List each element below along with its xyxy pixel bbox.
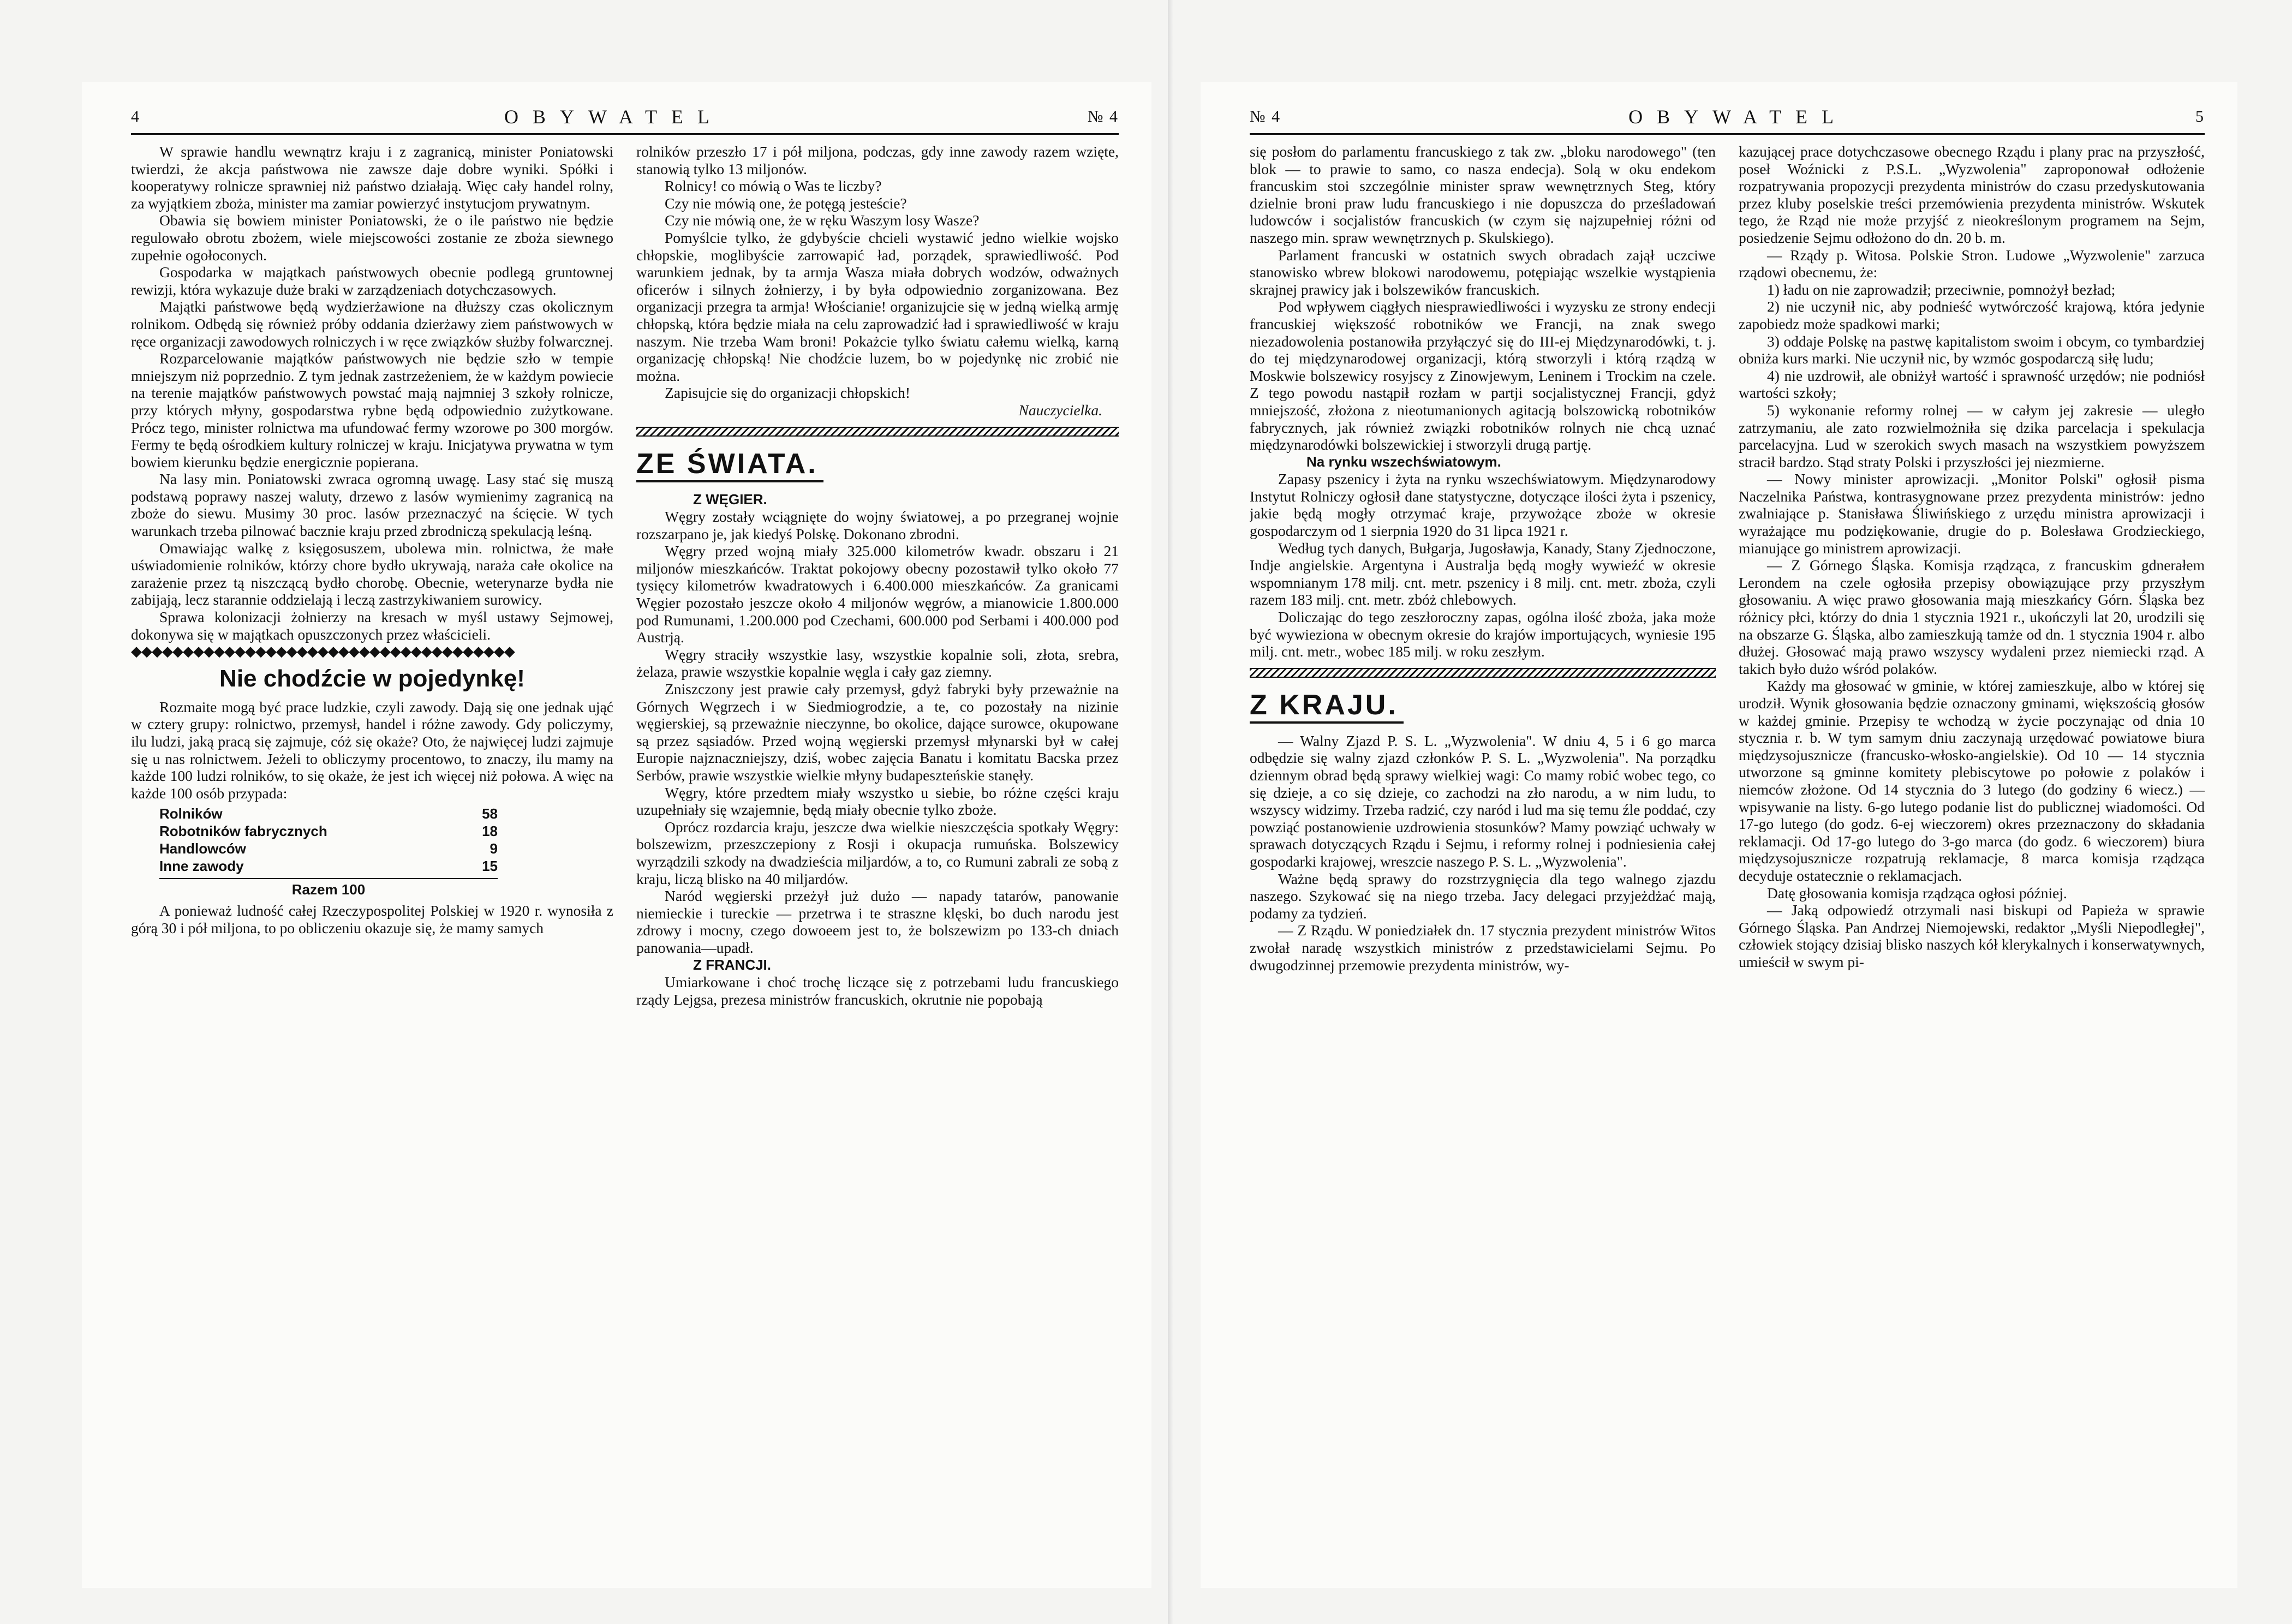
paragraph: się posłom do parlamentu francuskiego z tak zw. „bloku narodowego" (ten blok — to prawie to samo, co nasza endecja). Solą w oku endekom francuskim stoi szczególnie minister spraw wewnętrznych Steg, który dzielnie broni praw ludu francuskiego i nie dopuszcza do prześladowań ludowców i socjalistów francuskich (w czym się najzupełniej różni od naszego min. spraw wewnętrznych p. Skulskiego). [1250, 143, 1716, 246]
paragraph: Zapisujcie się do organizacji chłopskich! [665, 384, 911, 402]
paragraph: 5) wykonanie reformy rolnej — w całym jej zakresie — uległo zatrzymaniu, ale zato rozwielmożniła się dzika parcelacja i spekulacja parcelacyjna. Lud w szerokich swych masach na wszystkiem powyższem stracił bardzo. Stąd straty Polski i przyszłości jej niezmierne. [1739, 401, 2205, 470]
wave-divider [636, 427, 1119, 437]
section-heading-world: ZE ŚWIATA. [636, 447, 823, 482]
paragraph: Gospodarka w majątkach państwowych obecnie podlegą gruntownej rewizji, która wykazuje duże braki w zarządzeniach dotychczasowych. [131, 264, 613, 298]
paragraph: 3) oddaje Polskę na pastwę kapitalistom swoim i obcym, co tymbardziej obniża kurs marki. Nie uczynił nic, by wzmóc gospodarczą siłę ludu; [1739, 332, 2205, 367]
table-row: Handlowców 9 [159, 840, 498, 857]
table-row: Robotników fabrycznych 18 [159, 823, 498, 840]
paragraph: Według tych danych, Bułgarja, Jugosławja, Kanady, Stany Zjednoczone, Indje angielskie. Argentyna i Australja będą mogły wywieźć w okresie wspomnianym 178 milj. cnt. metr. pszenicy i 8 milj. cnt. metr. zboża, czyli razem 183 milj. cnt. metr. zbóż chlebowych. [1250, 539, 1716, 608]
paragraph: W sprawie handlu wewnątrz kraju i z zagranicą, minister Poniatowski twierdzi, że akcja państwowa nie zawsze daje dobre wyniki. Spółki i kooperatywy rolnicze sprawniej niż państwo działają. Więc cały handel rolny, za wyjątkiem zboża, minister ma zamiar powierzyć instytucjom prywatnym. [131, 143, 613, 212]
paragraph: Rozparcelowanie majątków państwowych nie będzie szło w tempie mniejszym niż poprzednio. Z tym jednak zastrzeżeniem, że w każdym powiecie na terenie majątków państwowych powstać mają najmniej 3 szkoły rolnicze, przy których młyny, gospodarstwa rybne będą odpowiednio zużytkowane. Prócz tego, minister rolnictwa ma ufundować fermy wzorowe po 300 morgów. Fermy te będą ośrodkiem kultury rolniczej w kraju. Inicjatywa prywatna w tym bowiem kierunku będzie energicznie popierana. [131, 350, 613, 470]
paragraph: Pomyślcie tylko, że gdybyście chcieli wystawić jedno wielkie wojsko chłopskie, moglibyście zarrowapić ład, porządek, sprawiedliwość. Pod warunkiem jednak, by ta armja Wasza miała dobrych wodzów, odważnych oficerów i silnych żołnierzy, i by była odpowiednio zorganizowana. Bez organizacji przegra ta armja! Włościanie! organizujcie się w jedną wielką armję chłopską, która będzie miała na celu zaprowadzić ład i sprawiedliwość w kraju naszym. Nie trzeba Wam broni! Pokażcie tylko światu całemu wielką, karną organizację chłopską! Nie chodźcie luzem, bo w pojedynkę nic zrobić nie można. [636, 229, 1119, 384]
paragraph: Czy nie mówią one, że w ręku Waszym losy Wasze? [665, 212, 980, 229]
article-title: Nie chodźcie w pojedynkę! [219, 665, 525, 692]
column-2 [636, 143, 1119, 1577]
paragraph: Sprawa kolonizacji żołnierzy na kresach w myśl ustawy Sejmowej, dokonywa się w majątkach opuszczonych przez właścicieli. [131, 608, 613, 643]
section-heading-country: Z KRAJU. [1250, 689, 1404, 724]
paragraph: Naród węgierski przeżył już dużo — napady tatarów, panowanie niemieckie i tureckie — przetrwa i te straszne klęski, bo duch narodu jest zdrowy i mocny, czego dowoeem jest to, że bolszewizm po 133-ch dniach panowania—upadł. [636, 887, 1119, 956]
paragraph: kazującej prace dotychczasowe obecnego Rządu i plany prac na przyszłość, poseł Woźnicki z P.S.L. „Wyzwolenia" zaproponował odłożenie rozpatrywania propozycji prezydenta ministrów do czasu przedyskutowania przez kluby poselskie treści przemówienia prezydenta ministrów. Wskutek tego, że Rząd nie może przyjść z nieokreślonym programem na Sejm, posiedzenie Sejmu odłożono do dn. 20 b. m. [1739, 143, 2205, 246]
page-number: 4 [131, 108, 140, 126]
paragraph: Węgry straciły wszystkie lasy, wszystkie kopalnie soli, złota, srebra, żelaza, prawie wszystkie kopalnie węgla i cały gaz ziemny. [636, 646, 1119, 680]
paragraph: Obawia się bowiem minister Poniatowski, że o ile państwo nie będzie regulowało obrotu zbożem, wiele miejscowości zostanie ze zboża siewnego zupełnie ogołoconych. [131, 212, 613, 264]
paragraph: Umiarkowane i choć trochę liczące się z potrzebami ludu francuskiego rządy Lejgsa, prezesa ministrów francuskich, okrutnie nie popobają [636, 974, 1119, 1008]
paragraph: Czy nie mówią one, że potęgą jesteście? [665, 194, 907, 212]
paragraph: — Z Rządu. W poniedziałek dn. 17 stycznia prezydent ministrów Witos zwołał naradę wszystkich ministrów z przedstawicielami Sejmu. Po dwugodzinnej przemowie prezydenta ministrów, wy- [1250, 922, 1716, 974]
paragraph: Parlament francuski w ostatnich swych obradach zajął uczciwe stanowisko wbrew blokowi narodowemu, potępiając wszelkie wystąpienia skrajnej prawicy jak i bolszewików francuskich. [1250, 246, 1716, 298]
paragraph: — Walny Zjazd P. S. L. „Wyzwolenia". W dniu 4, 5 i 6 go marca odbędzie się walny zjazd członków P. S. L. „Wyzwolenia". Na porządku dziennym obrad będą sprawy wielkiej wagi: Co mamy robić wobec tego, co się dzieje, a co się dzieje, co zachodzi na zło narodu, a w nim ludu, to wszyscy widzimy. Trzeba radzić, czy naród i lud ma się temu źle poddać, czy powziąć postanowienie uzdrowienia stosunków? Mamy powziąć uchwały w sprawach dotyczących Rządu i Sejmu, i reformy rolnej i podniesienia całej gospodarki krajowej, wreszcie naszego P. S. L. „Wyzwolenia". [1250, 732, 1716, 870]
wave-divider [1250, 668, 1716, 678]
subheading-hungary: Z WĘGIER. [693, 491, 767, 507]
paragraph: Zniszczony jest prawie cały przemysł, gdyż fabryki były przeważnie na Górnych Węgrzech i w Siedmiogrodzie, a te, co pozostały na nizinie węgierskiej, są przeważnie nieczynne, bo okolice, dające surowce, okupowane są przez sąsiadów. Przed wojną węgierski przemysł młynarski był w całej Europie najznaczniejszy, dziś, wobec zajęcia Banatu i komitatu Bacska przez Serbów, prawie wszystkie wielkie młyny budapeszteńskie stanęły. [636, 680, 1119, 784]
paragraph: — Rządy p. Witosa. Polskie Stron. Ludowe „Wyzwolenie" zarzuca rządowi obecnemu, że: [1739, 246, 2205, 281]
right-page [1201, 82, 2237, 1588]
paragraph: Ważne będą sprawy do rozstrzygnięcia dla tego walnego zjazdu naszego. Szykować się na niego trzeba. Jacy delegaci przyjeżdżać mają, podamy za tydzień. [1250, 870, 1716, 922]
paragraph: Pod wpływem ciągłych niesprawiedliwości i wyzysku ze strony endecji francuskiej większość robotników we Francji, na znak swego niezadowolenia postanowiła przyłączyć się do III-ej Międzynarodówki, t. j. do tej międzynarodowej organizacji, którą stworzyli i którą rządzą w Moskwie bolszewicy rosyjscy z Zinowjewym, Leninem i Trockim na czele. Z tego powodu nastąpił rozłam w partji socjalistycznej Francji, gdyż mniejszość, złożona z nieotumanionych agitacją bolszowicką robotników fabrycznych, jak również związki robotników rolnych nie chcą uznać międzynarodówki bolszewickiej i stworzyli drugą partję. [1250, 298, 1716, 453]
paragraph: — Z Górnego Śląska. Komisja rządząca, z francuskim gdnerałem Lerondem na czele ogłosiła przepisy obowiązujące przy przyszłym głosowaniu. A więc prawo głosowania mają mieszkańcy Górn. Śląska bez różnicy płci, którzy do dnia 1 stycznia 1921 r., ukończyli lat 20, urodzili się na obszarze G. Śląska, albo zamieszkują tamże od dn. 1 stycznia 1904 r. albo dłużej. Głosować mają prawo wszyscy wydaleni przez niemiecki rząd. A takich było dużo wśród polaków. [1739, 557, 2205, 677]
paragraph: Oprócz rozdarcia kraju, jeszcze dwa wielkie nieszczęścia spotkały Węgry: bolszewizm, przeszczepiony z Rosji i okupacja rumuńska. Bolszewicy wyrządzili szkody na dwadzieścia miljardów, a to, co Rumuni zabrali ze sobą z kraju, liczą blisko na 40 miljardów. [636, 818, 1119, 887]
page-number: 5 [2195, 108, 2205, 126]
paragraph: — Jaką odpowiedź otrzymali nasi biskupi od Papieża w sprawie Górnego Śląska. Pan Andrzej Niemojewski, redaktor „Myśli Niepodległej", człowiek stojący dzisiaj blisko naszych kół klerykalnych i konserwatywnych, umieścił w swym pi- [1739, 901, 2205, 970]
newspaper-title: OBYWATEL [504, 106, 724, 128]
occupation-table [159, 805, 613, 899]
paragraph: Węgry, które przedtem miały wszystko u siebie, bo różne części kraju uzupełniały się wzajemnie, będą miały obecnie tylko zboże. [636, 784, 1119, 819]
issue-number: № 4 [1250, 108, 1281, 126]
signature: Nauczycielka. [1018, 401, 1102, 419]
left-page-header [131, 104, 1119, 130]
paragraph: Węgry zostały wciągnięte do wojny światowej, a po przegranej wojnie rozszarpano je, jak kiedyś Polskę. Dokonano zbrodni. [636, 508, 1119, 542]
paragraph: Każdy ma głosować w gminie, w której zamieszkuje, albo w której się urodził. Wynik głosowania będzie oznaczony gminami, większością głosów w każdej gminie. Przepisy te wchodzą w życie poczynając od dnia 10 stycznia r. b. W tym samym dniu zaczynają urzędować powiatowe biura międzysojusznicze (francusko-włosko-angielskie). Od 10 — 14 stycznia utworzone są gminne komitety plebiscytowe po połowie z polaków i niemców złożone. Od 14 stycznia do 3 lutego (do godziny 6 wiecz.) — wpisywanie na listy. 6-go lutego podanie list do publicznej wiadomości. Od 17-go lutego (do godz. 6-ej wieczorem) okres przeznaczony do składania reklamacji. Od 17-go lutego do 3-go marca (do godz. 6 wieczorem) biura międzysojusznicze rozpatrują reklamacje, 8 marca komisja rządząca decyduje ostatecznie o reklamacjach. [1739, 677, 2205, 884]
subheading-market: Na rynku wszechświatowym. [1306, 453, 1501, 470]
table-row: Rolników 58 [159, 805, 498, 822]
left-page [82, 82, 1151, 1588]
table-row: Inne zawody 15 [159, 858, 498, 875]
paragraph: 4) nie uzdrowił, ale obniżył wartość i sprawność urzędów; nie podniósł wartości szkoły; [1739, 367, 2205, 402]
header-rule [1250, 133, 2205, 135]
table-total: Razem 100 [159, 878, 498, 899]
column-3 [1250, 143, 1716, 1577]
paragraph: rolników przeszło 17 i pół miljona, podczas, gdy inne zawody razem wzięte, stanowią tylko 13 miljonów. [636, 143, 1119, 177]
newspaper-title: OBYWATEL [1628, 106, 1848, 128]
right-columns [1250, 143, 2205, 1577]
left-columns [131, 143, 1119, 1577]
paragraph: Datę głosowania komisja rządząca ogłosi później. [1767, 884, 2067, 901]
paragraph: A ponieważ ludność całej Rzeczypospolitej Polskiej w 1920 r. wynosiła z górą 30 i pół miljona, to po obliczeniu okazuje się, że mamy samych [131, 901, 613, 936]
paragraph: Majątki państwowe będą wydzierżawione na dłuższy czas okolicznym rolnikom. Odbędą się również próby oddania dzierżawy ziem państwowych w ręce organizacji zawodowych rolniczych i w ręce związków służby folwarcznej. [131, 298, 613, 350]
page-fold [1168, 0, 1173, 1624]
column-4 [1739, 143, 2205, 1577]
paragraph: 2) nie uczynił nic, aby podnieść wytwórczość krajową, która jedynie zapobiedz może spadkowi marki; [1739, 298, 2205, 332]
diamond-divider: ◆◆◆◆◆◆◆◆◆◆◆◆◆◆◆◆◆◆◆◆◆◆◆◆◆◆◆◆◆◆◆◆◆◆◆◆◆ [131, 643, 515, 660]
subheading-france: Z FRANCJI. [693, 956, 771, 973]
paragraph: Węgry przed wojną miały 325.000 kilometrów kwadr. obszaru i 21 miljonów mieszkańców. Traktat pokojowy obecny pozostawił tylko około 77 tysięcy kilometrów kwadratowych i 6.400.000 mieszkańców. Za granicami Węgier pozostało jeszcze około 4 miljonów węgrów, a mianowicie 1.800.000 pod Rumunami, 1.200.000 pod Czechami, 600.000 pod Serbami i 400.000 pod Austrją. [636, 542, 1119, 646]
header-rule [131, 133, 1119, 135]
issue-number: № 4 [1087, 108, 1119, 126]
paragraph: — Nowy minister aprowizacji. „Monitor Polski" ogłosił pisma Naczelnika Państwa, kontrasygnowane przez prezydenta ministrów: jedno zwalniające p. Stanisława Śliwińskiego z urzędu ministra aprowizacji i wyrażające mu podziękowanie, drugie do p. Bolesława Grodzieckiego, mianujące go ministrem aprowizacji. [1739, 470, 2205, 557]
right-page-header [1250, 104, 2205, 130]
paragraph: Omawiając walkę z księgosuszem, ubolewa min. rolnictwa, że małe uświadomienie rolników, którzy chore bydło ukrywają, naraża całe okolice na zarażenie przez tą niszczącą bydło chorobę. Obecnie, weterynarze bydła nie zabijają, lecz starannie oddzielają i leczą zastrzykiwaniem surowicy. [131, 539, 613, 608]
paragraph: Doliczając do tego zeszłoroczny zapas, ogólna ilość zboża, jaka może być wywieziona w obecnym okresie do krajów importujących, wyniesie 195 milj. cnt. metr., wobec 185 milj. w roku zeszłym. [1250, 608, 1716, 660]
paragraph: Rolnicy! co mówią o Was te liczby? [665, 177, 882, 195]
column-1 [131, 143, 613, 1577]
paragraph: Zapasy pszenicy i żyta na rynku wszechświatowym. Międzynarodowy Instytut Rolniczy ogłosił dane statystyczne, dotyczące ilości żyta i pszenicy, jakie będą mogły otrzymać kraje, przywożące zboże w okresie gospodarczym od 1 sierpnia 1920 do 31 lipca 1921 r. [1250, 470, 1716, 540]
paragraph: Rozmaite mogą być prace ludzkie, czyli zawody. Dają się one jednak ująć w cztery grupy: rolnictwo, przemysł, handel i różne zawody. Gdy policzymy, ilu ludzi, jaką pracą się zajmuje, cóż się okaże? Oto, że najwięcej ludzi zajmuje się u nas rolnictwem. Jeżeli to obliczymy procentowo, to znaczy, ilu mamy na każde 100 ludzi rolników, to się okaże, że jest ich więcej niż połowa. A więc na każde 100 osób przypada: [131, 698, 613, 802]
paragraph: 1) ładu on nie zaprowadził; przeciwnie, pomnożył bezład; [1767, 280, 2116, 298]
paragraph: Na lasy min. Poniatowski zwraca ogromną uwagę. Lasy stać się muszą podstawą poprawy naszej waluty, drzewo z lasów wymienimy zagranicą na zboże do siewu. Musimy 30 proc. lasów przeznaczyć na ścięcie. W tych warunkach trzeba pilnować bacznie kraju przed zbrodniczą spekulacją leśną. [131, 470, 613, 540]
